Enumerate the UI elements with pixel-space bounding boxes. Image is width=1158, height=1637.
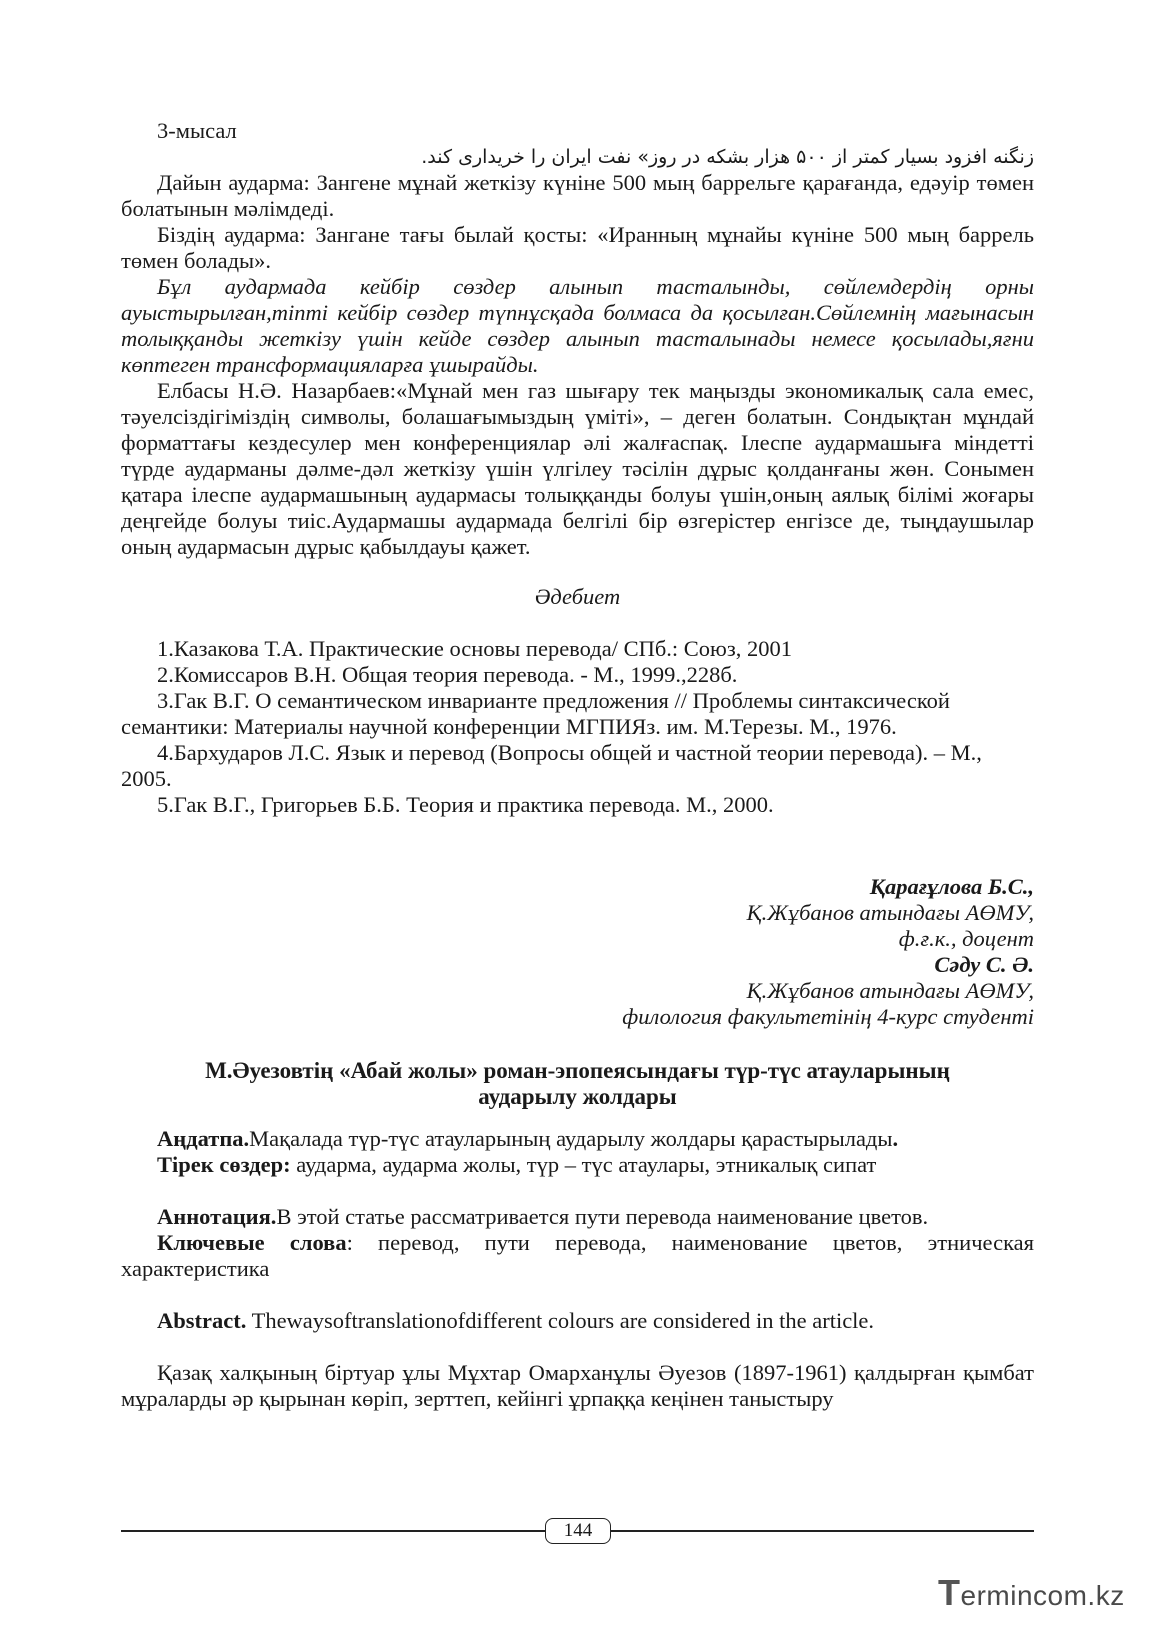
kz-keywords-text: аударма, аударма жолы, түр – түс атаулары, этникалық сипат <box>290 1152 877 1177</box>
author2-position: филология факультетінің 4-курс студенті <box>622 1004 1034 1029</box>
page-number: 144 <box>545 1518 611 1544</box>
persian-source-sentence: زنگنه افزود بسیار کمتر از ۵۰۰ هزار بشکه در روز» نفت ایران را خریداری کند. <box>421 146 1034 168</box>
en-abstract <box>121 1308 1034 1334</box>
reference-item: 3.Гак В.Г. О семантическом инварианте предложения // Проблемы синтаксической семантики: Материалы научной конференции МГПИЯз. им. М.Терезы. М., 1976. <box>121 688 950 739</box>
references-list <box>121 636 1034 818</box>
reference-item: 1.Казакова Т.А. Практические основы перевода/ СПб.: Союз, 2001 <box>157 636 792 661</box>
page-content <box>121 118 1034 1412</box>
watermark-initial: T <box>938 1572 961 1613</box>
our-translation-paragraph: Біздің аударма: Зангане тағы былай қосты: «Иранның мұнайы күніне 500 мың баррель төмен болады». <box>121 222 1034 273</box>
author1-name: Қарағұлова Б.С., <box>869 874 1034 899</box>
kz-keywords-label: Тірек сөздер: <box>157 1152 291 1177</box>
author-block <box>121 874 1034 1030</box>
article-title <box>121 1058 1034 1110</box>
example-label: 3-мысал <box>157 118 237 143</box>
en-abstract-text: Thewaysoftranslationofdifferent colours are considered in the article. <box>246 1308 875 1333</box>
kz-abstract-end: . <box>892 1126 899 1151</box>
ru-keywords-label: Ключевые слова <box>157 1230 347 1255</box>
references-title: Әдебиет <box>534 584 621 609</box>
reference-item: 2.Комиссаров В.Н. Общая теория перевода. - М., 1999.,228б. <box>157 662 738 687</box>
article-title-line2: аударылу жолдары <box>478 1084 677 1109</box>
watermark-text: ermincom.kz <box>960 1580 1125 1611</box>
author2-name: Сәду С. Ә. <box>934 952 1034 977</box>
kz-abstract <box>121 1126 1034 1152</box>
article-body-start: Қазақ халқының біртуар ұлы Мұхтар Омарханұлы Әуезов (1897-1961) қалдырған қымбат мұраларды әр қырынан көріп, зерттеп, кейінгі ұрпаққа кеңінен таныстыру <box>121 1360 1034 1411</box>
kz-abstract-text: Мақалада түр-түс атауларының аударылу жолдары қарастырылады <box>249 1126 893 1151</box>
en-abstract-label: Abstract. <box>157 1308 247 1333</box>
ru-abstract <box>121 1204 1034 1230</box>
kz-abstract-label: Аңдатпа. <box>157 1126 250 1151</box>
reference-item: 5.Гак В.Г., Григорьев Б.Б. Теория и практика перевода. М., 2000. <box>157 792 774 817</box>
translation-comment-paragraph: Бұл аудармада кейбір сөздер алынып тасталынды, сөйлемдердің орны ауыстырылған,тіпті кейбір сөздер түпнұсқада болмаса да қосылған.Сөйлемнің мағынасын толыққанды жеткізу үшін кейде сөздер алынып тасталынады немесе қосылады,яғни көптеген трансформацияларға ұшырайды. <box>121 274 1034 377</box>
author2-affiliation: Қ.Жұбанов атындағы АӨМУ, <box>746 978 1034 1003</box>
ru-keywords <box>121 1230 1034 1282</box>
author1-degree: ф.ғ.к., доцент <box>898 926 1034 951</box>
ru-abstract-label: Аннотация. <box>157 1204 277 1229</box>
article-title-line1: М.Әуезовтің «Абай жолы» роман-эпопеясындағы түр-түс атауларының <box>205 1058 950 1083</box>
kz-keywords <box>121 1152 1034 1178</box>
ru-keywords-text: : перевод, пути перевода, наименование цветов, этническая характеристика <box>121 1230 1034 1281</box>
ru-abstract-text: В этой статье рассматривается пути перевода наименование цветов. <box>276 1204 929 1229</box>
reference-item: 4.Бархударов Л.С. Язык и перевод (Вопросы общей и частной теории перевода). – М., 2005. <box>121 740 982 791</box>
watermark-logo <box>938 1572 1125 1614</box>
conclusion-paragraph: Елбасы Н.Ә. Назарбаев:«Мұнай мен газ шығару тек маңызды экономикалық сала емес, тәуелсіздігіміздің символы, болашағымыздың үміті», – деген болатын. Сондықтан мұндай форматтағы кездесулер мен конференциялар әлі жалғаспақ. Ілеспе аудармашыға міндетті түрде аударманы дәлме-дәл жеткізу үшін үлгілеу тәсілін дұрыс қолданғаны жөн. Сонымен қатара ілеспе аудармашының аудармасы толыққанды болуы үшін,оның аялық білімі жоғары деңгейде болуы тиіс.Аудармашы аудармада белгілі бір өзгерістер енгізсе де, тыңдаушылар оның аудармасын дұрыс қабылдауы қажет. <box>121 378 1034 559</box>
author1-affiliation: Қ.Жұбанов атындағы АӨМУ, <box>746 900 1034 925</box>
ready-translation-paragraph: Дайын аударма: Зангене мұнай жеткізу күніне 500 мың баррельге қарағанда, едәуір төмен болатынын мәлімдеді. <box>121 170 1034 221</box>
